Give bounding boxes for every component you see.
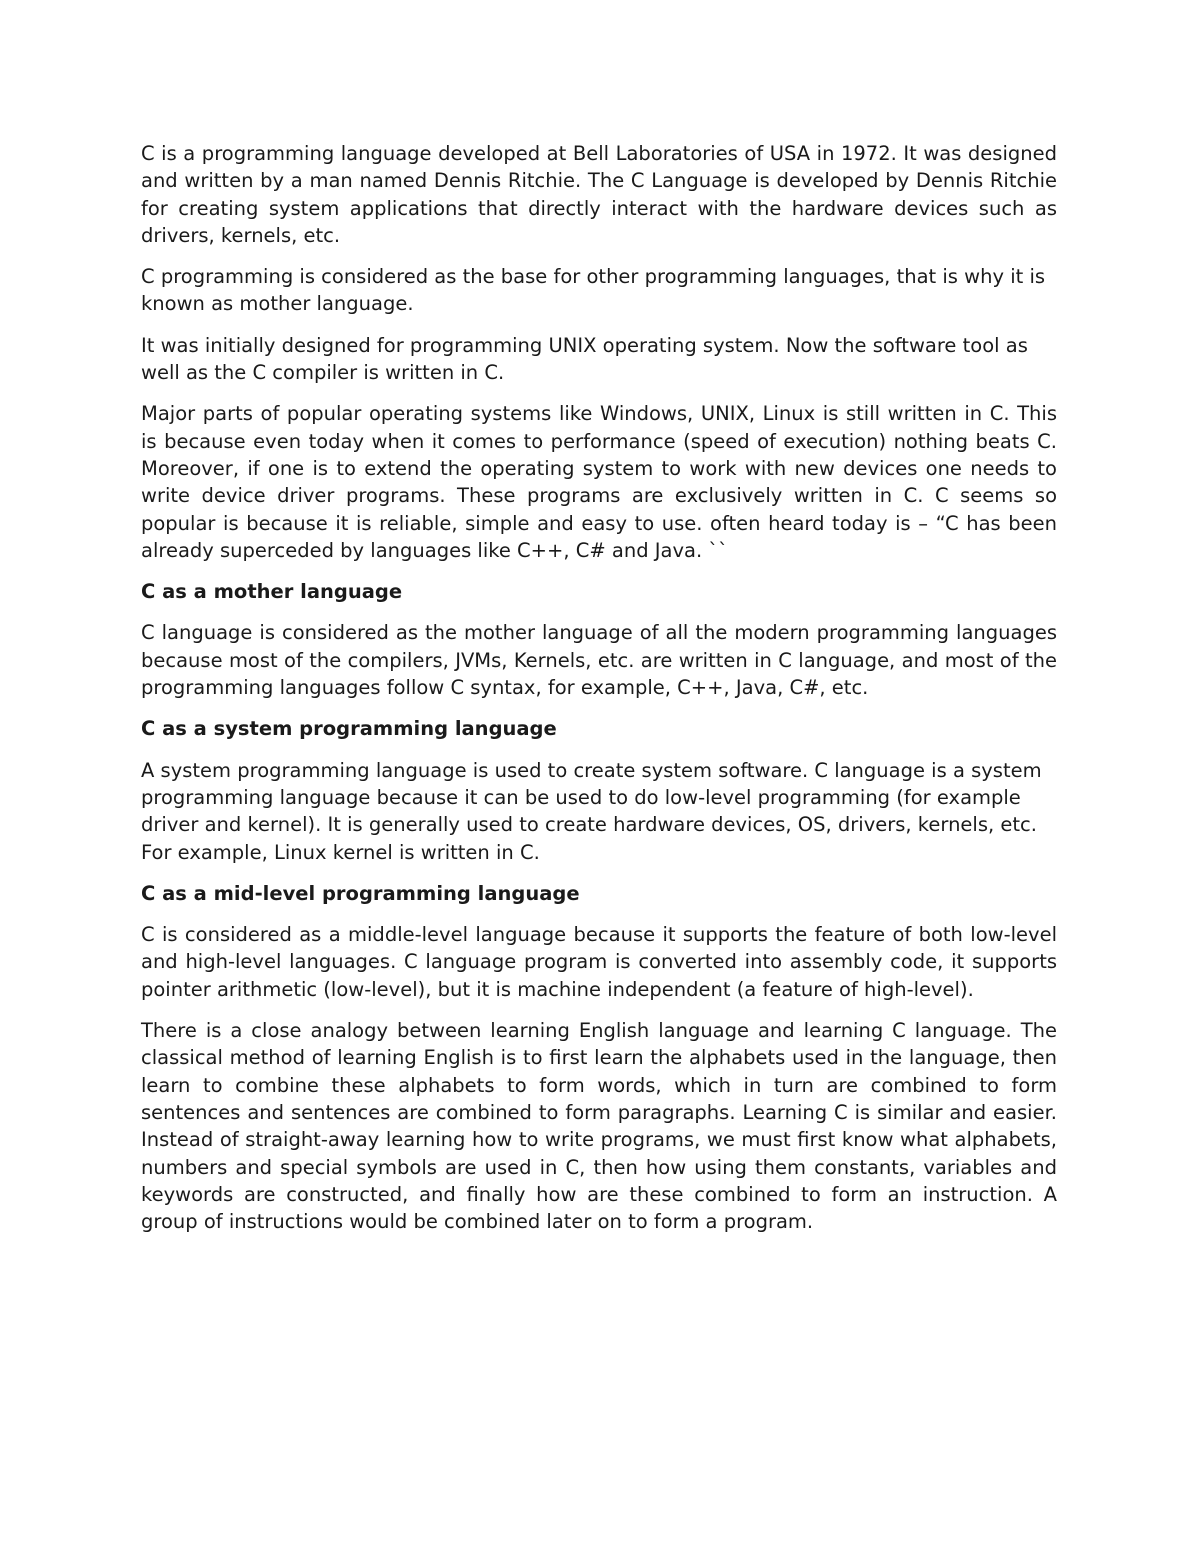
section-heading-mother-language: C as a mother language (141, 580, 403, 604)
section-body-system-programming: A system programming language is used to create system software. C language is a system programming language because it can be used to do low-level programming (for example driver and kernel). It is generally used to create hardware devices, OS, drivers, kernels, etc. For example, Linux kernel is written in C. (141, 758, 1042, 864)
section-body-mid-level: C is considered as a middle-level language because it supports the feature of both low-level and high-level languages. C language program is converted into assembly code, it supports pointer arithmetic (low-level), but it is machine independent (a feature of high-level). (141, 923, 1057, 1001)
section-heading-mid-level: C as a mid-level programming language (141, 881, 580, 905)
section-body-mother-language: C language is considered as the mother language of all the modern programming languages because most of the compilers, JVMs, Kernels, etc. are written in C language, and most of the programming languages follow C syntax, for example, C++, Java, C#, etc. (141, 621, 1057, 700)
intro-paragraph-3: It was initially designed for programming UNIX operating system. Now the software tool as well as the C compiler is written in C. (141, 333, 1028, 385)
intro-paragraph-1: C is a programming language developed at Bell Laboratories of USA in 1972. It was designed and written by a man named Dennis Ritchie. The C Language is developed by Dennis Ritchie for creating system applications that directly interact with the hardware devices such as drivers, kernels, etc. (141, 142, 1057, 247)
closing-paragraph: There is a close analogy between learning English language and learning C language. The classical method of learning English is to first learn the alphabets used in the language, then learn to combine these alphabets to form words, which in turn are combined to form sentences and sentences are combined to form paragraphs. Learning C is similar and easier. Instead of straight-away learning how to write programs, we must first know what alphabets, numbers and special symbols are used in C, then how using them constants, variables and keywords are constructed, and finally how are these combined to form an instruction. A group of instructions would be combined later on to form a program. (141, 1019, 1057, 1234)
document-page (141, 140, 1057, 1249)
section-heading-system-programming: C as a system programming language (141, 717, 557, 741)
intro-paragraph-2: C programming is considered as the base for other programming languages, that is why it is known as mother language. (141, 265, 1046, 316)
intro-paragraph-4: Major parts of popular operating systems like Windows, UNIX, Linux is still written in C. This is because even today when it comes to performance (speed of execution) nothing beats C. Moreover, if one is to extend the operating system to work with new devices one needs to write device driver programs. These programs are exclusively written in C. C seems so popular is because it is reliable, simple and easy to use. often heard today is – “C has been already superceded by languages like C++, C# and Java. `` (141, 402, 1057, 562)
